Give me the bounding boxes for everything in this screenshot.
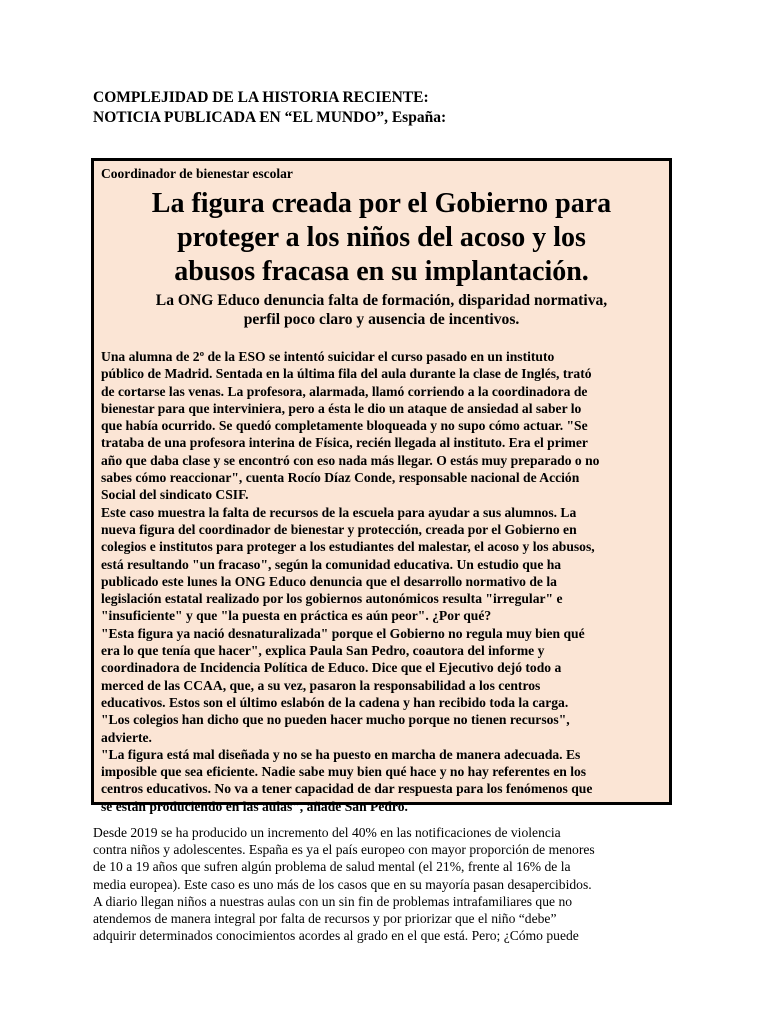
commentary-line: atendemos de manera integral por falta de recursos y por priorizar que el niño “debe” bbox=[93, 911, 557, 927]
news-article-box bbox=[91, 158, 672, 814]
article-body-line: que había ocurrido. Se quedó completamente bloqueada y no supo cómo actuar. "Se bbox=[101, 418, 588, 434]
headline-line: proteger a los niños del acoso y los bbox=[177, 222, 586, 253]
article-body-line: "Esta figura ya nació desnaturalizada" porque el Gobierno no regula muy bien qué bbox=[101, 625, 585, 641]
article-body-line: imposible que sea eficiente. Nadie sabe muy bien qué hace y no hay referentes en los bbox=[101, 764, 587, 780]
subtitle-line: La ONG Educo denuncia falta de formación, disparidad normativa, bbox=[155, 292, 608, 309]
commentary-paragraph bbox=[93, 824, 733, 944]
subtitle-line: perfil poco claro y ausencia de incentivos. bbox=[243, 311, 520, 328]
article-body-line: nueva figura del coordinador de bienestar y protección, creada por el Gobierno en bbox=[101, 521, 577, 537]
article-body-line: trataba de una profesora interina de Física, recién llegada al instituto. Era el primer bbox=[101, 435, 588, 451]
article-body-line: educativos. Estos son el último eslabón de la cadena y han recibido toda la carga. bbox=[101, 694, 569, 710]
article-headline bbox=[94, 187, 669, 289]
article-body-line: sabes cómo reaccionar", cuenta Rocío Díaz Conde, responsable nacional de Acción bbox=[101, 470, 580, 486]
article-body-line: está resultando "un fracaso", según la comunidad educativa. Un estudio que ha bbox=[101, 556, 562, 572]
article-body-line: "Los colegios han dicho que no pueden hacer mucho porque no tienen recursos", bbox=[101, 712, 570, 728]
article-body-line: legislación estatal realizado por los gobiernos autonómicos resulta "irregular" e bbox=[101, 591, 563, 607]
article-body bbox=[101, 348, 671, 815]
commentary-line: adquirir determinados conocimientos acordes al grado en el que está. Pero; ¿Cómo puede bbox=[93, 928, 579, 944]
article-subtitle bbox=[94, 291, 669, 329]
article-body-line: año que daba clase y se encontró con eso nada más llegar. O estás muy preparado o no bbox=[101, 452, 600, 468]
heading-line: NOTICIA PUBLICADA EN “EL MUNDO”, España: bbox=[93, 109, 447, 126]
commentary-line: media europea). Este caso es uno más de los casos que en su mayoría pasan desapercibidos. bbox=[93, 876, 592, 892]
article-body-line: Social del sindicato CSIF. bbox=[101, 487, 249, 503]
document-heading bbox=[93, 88, 693, 128]
article-kicker: Coordinador de bienestar escolar bbox=[101, 166, 293, 181]
article-body-line: Una alumna de 2º de la ESO se intentó suicidar el curso pasado en un instituto bbox=[101, 349, 555, 364]
article-body-line: colegios e institutos para proteger a los estudiantes del malestar, el acoso y los abusos, bbox=[101, 539, 595, 555]
commentary-line: de 10 a 19 años que sufren algún problema de salud mental (el 21%, frente al 16% de la bbox=[93, 859, 571, 875]
heading-line: COMPLEJIDAD DE LA HISTORIA RECIENTE: bbox=[93, 89, 429, 106]
article-body-line: Este caso muestra la falta de recursos de la escuela para ayudar a sus alumnos. La bbox=[101, 504, 577, 520]
commentary-line: Desde 2019 se ha producido un incremento del 40% en las notificaciones de violencia bbox=[93, 825, 561, 840]
commentary-line: contra niños y adolescentes. España es ya el país europeo con mayor proporción de menores bbox=[93, 842, 595, 858]
article-body-line: coordinadora de Incidencia Política de Educo. Dice que el Ejecutivo dejó todo a bbox=[101, 660, 562, 676]
article-body-line: "La figura está mal diseñada y no se ha puesto en marcha de manera adecuada. Es bbox=[101, 746, 581, 762]
article-body-line: era lo que tenía que hacer", explica Paula San Pedro, coautora del informe y bbox=[101, 643, 545, 659]
article-body-line: de cortarse las venas. La profesora, alarmada, llamó corriendo a la coordinadora de bbox=[101, 383, 588, 399]
article-body-line: merced de las CCAA, que, a su vez, pasaron la responsabilidad a los centros bbox=[101, 677, 541, 693]
headline-line: abusos fracasa en su implantación. bbox=[174, 256, 589, 287]
article-body-line: centros educativos. No va a tener capacidad de dar respuesta para los fenómenos que bbox=[101, 781, 593, 797]
headline-line: La figura creada por el Gobierno para bbox=[151, 188, 612, 219]
article-body-line: advierte. bbox=[101, 729, 152, 745]
article-body-line: bienestar para que interviniera, pero a ésta le dio un ataque de ansiedad al saber lo bbox=[101, 400, 582, 416]
article-body-line: se están produciendo en las aulas", añade San Pedro. bbox=[101, 798, 408, 814]
commentary-line: A diario llegan niños a nuestras aulas con un sin fin de problemas intrafamiliares que no bbox=[93, 893, 573, 909]
article-body-line: público de Madrid. Sentada en la última fila del aula durante la clase de Inglés, trató bbox=[101, 366, 592, 382]
article-body-line: publicado este lunes la ONG Educo denuncia que el desarrollo normativo de la bbox=[101, 573, 557, 589]
article-body-line: "insuficiente" y que "la puesta en práctica es aún peor". ¿Por qué? bbox=[101, 608, 492, 624]
